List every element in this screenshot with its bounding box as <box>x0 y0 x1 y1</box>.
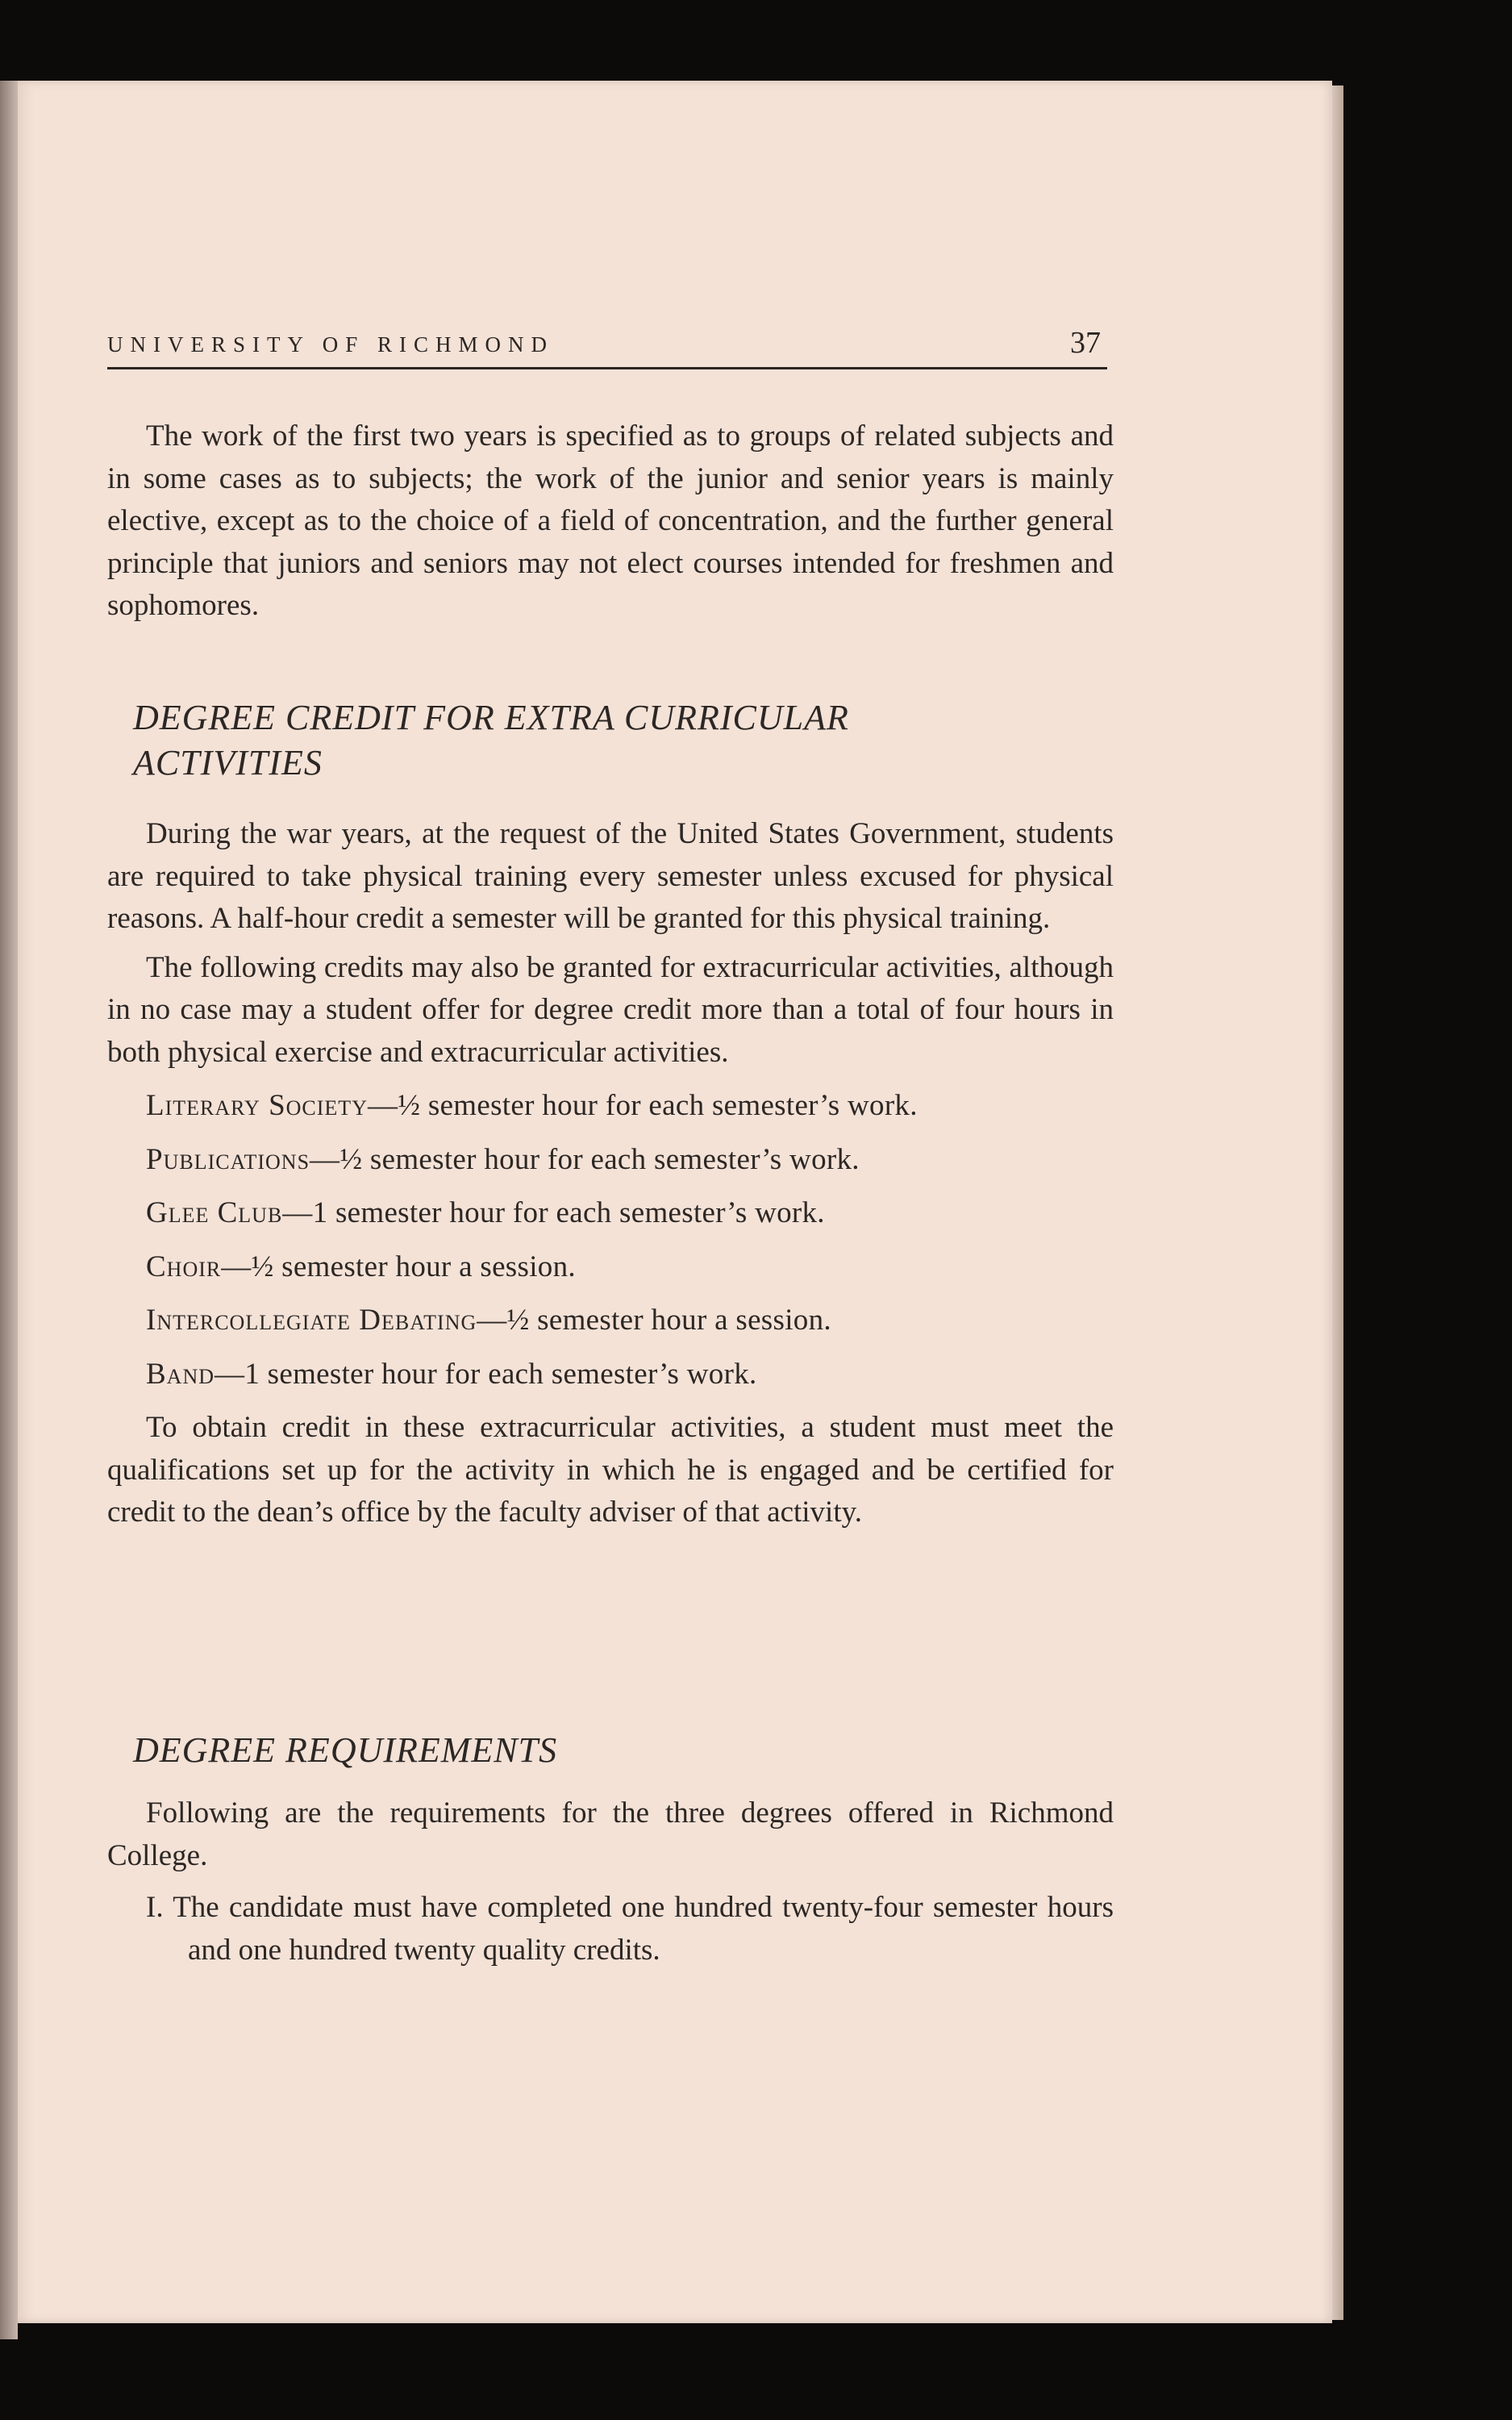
degree-requirements-title: DEGREE REQUIREMENTS <box>133 1730 558 1770</box>
activity-credit: —½ semester hour for each semester’s work. <box>367 1089 918 1122</box>
activity-credit: —½ semester hour for each semester’s work. <box>310 1142 860 1176</box>
activity-credit: —1 semester hour for each semester’s work. <box>282 1196 825 1229</box>
intro-paragraph: The work of the first two years is specified as to groups of related subjects and in some cases as to subjects; the work of the junior and senior years is mainly elective, except as to the choice of a field of concentration, and the further general principle that juniors and seniors may not elect courses intended for freshmen and sophomores. <box>107 419 1114 622</box>
degree-requirements-intro: Following are the requirements for the three degrees offered in Richmond College. <box>107 1796 1114 1872</box>
extra-curricular-section <box>107 813 1114 1534</box>
war-years-paragraph: During the war years, at the request of the United States Government, students are required to take physical training every semester unless excused for physical reasons. A half-hour credit a semester will be granted for this physical training. <box>107 817 1114 935</box>
credit-requirements-paragraph: To obtain credit in these extracurricular activities, a student must meet the qualifications set up for the activity in which he is engaged and be certified for credit to the dean’s office by the faculty adviser of that activity. <box>107 1411 1114 1529</box>
activity-credit: —1 semester hour for each semester’s work. <box>215 1357 757 1391</box>
activity-name: Glee Club <box>146 1196 283 1229</box>
credit-item-literary-society <box>107 1085 1114 1128</box>
activity-name: Intercollegiate Debating <box>146 1304 477 1337</box>
page-stack-edge <box>1332 86 1343 2320</box>
activity-name: Publications <box>146 1142 310 1176</box>
activity-name: Literary Society <box>146 1089 368 1122</box>
credit-item-choir <box>107 1246 1114 1289</box>
running-title: UNIVERSITY OF RICHMOND <box>107 332 555 357</box>
extra-curricular-heading <box>133 695 1101 786</box>
credit-item-band <box>107 1354 1114 1396</box>
activity-credit: —½ semester hour a session. <box>477 1304 831 1337</box>
requirement-item-1: I. The candidate must have completed one hundred twenty-four semester hours and one hundred twenty quality credits. <box>146 1891 1114 1967</box>
heading-line-2: ACTIVITIES <box>133 743 323 782</box>
credit-item-glee-club <box>107 1192 1114 1235</box>
activity-name: Band <box>146 1357 215 1391</box>
credit-item-publications <box>107 1139 1114 1182</box>
running-header <box>107 319 1107 369</box>
heading-line-1: DEGREE CREDIT FOR EXTRA CURRICULAR <box>133 698 849 737</box>
adjacent-page-edge <box>0 81 18 2339</box>
page-number: 37 <box>1070 326 1101 360</box>
credit-item-intercollegiate-debating <box>107 1300 1114 1342</box>
intro-block <box>107 415 1114 628</box>
activity-name: Choir <box>146 1250 222 1283</box>
activity-credit: —½ semester hour a session. <box>221 1250 576 1283</box>
credits-intro-paragraph: The following credits may also be granted for extracurricular activities, although in no case may a student offer for degree credit more than a total of four hours in both physical exercise and extracurricular activities. <box>107 950 1114 1069</box>
degree-requirements-heading <box>133 1728 1101 1773</box>
degree-requirements-section <box>107 1792 1114 1971</box>
